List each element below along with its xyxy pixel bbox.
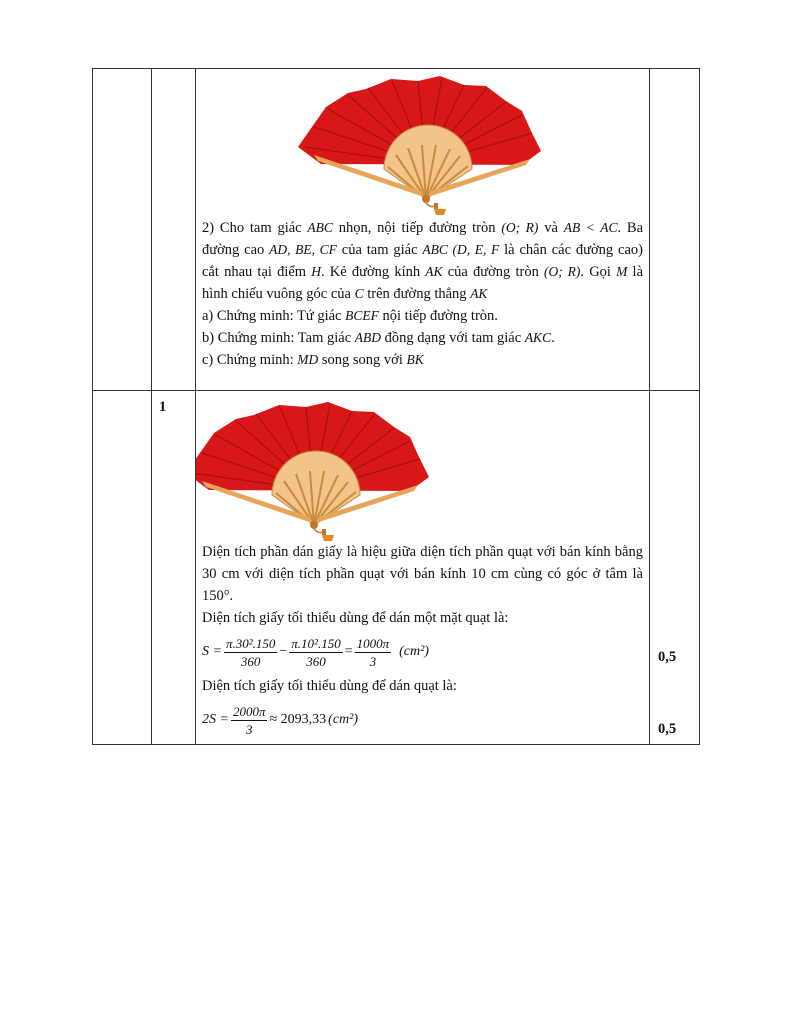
text-run: trên đường thẳng (363, 286, 471, 302)
numerator: 1000π (356, 635, 390, 651)
math-run: AB < AC (563, 220, 618, 235)
score-cell (650, 69, 700, 391)
part-cell (152, 69, 196, 391)
math-run: AKC (524, 330, 552, 345)
text-run: nhọn, nội tiếp đường tròn (332, 220, 502, 236)
text-run: . Kẻ đường kính (321, 264, 426, 280)
question-number-cell (93, 391, 152, 745)
hand-fan-image-bottom (196, 391, 650, 541)
text-run: . Gọi (580, 264, 617, 280)
math-run: 2S = (202, 712, 229, 727)
math-run: BCEF (345, 308, 379, 323)
solution-paragraph: Diện tích phần dán giấy là hiệu giữa diện tích phần quạt với bán kính bằng 30 cm với diện tích phần quạt với bán kính 10 cm cùng có góc ở tâm là 150°. (202, 544, 643, 604)
math-run: (cm²) (399, 644, 429, 659)
denominator: 3 (369, 653, 377, 669)
part-label: 1 (159, 399, 167, 415)
text-run: song song với (318, 352, 407, 368)
math-run: AK (425, 264, 443, 279)
fraction (355, 635, 392, 670)
question-number-cell (93, 69, 152, 391)
text-run: của đường tròn (442, 264, 544, 280)
part-cell (152, 391, 196, 745)
numerator: π.10².150 (291, 635, 341, 651)
table-row (93, 69, 700, 391)
math-run: = (344, 644, 353, 659)
denominator: 360 (306, 653, 326, 669)
math-run: M (616, 264, 628, 279)
fraction (289, 635, 342, 670)
math-run: AK (470, 286, 488, 301)
math-run: C (354, 286, 364, 301)
math-run: ABC (307, 220, 333, 235)
question-b (196, 327, 649, 349)
text-run: đồng dạng với tam giác (381, 330, 525, 346)
denominator: 360 (240, 653, 261, 669)
text-run: của tam giác (336, 242, 423, 258)
text-run: . (551, 330, 555, 346)
content-cell (196, 391, 650, 745)
text-run: và (538, 220, 564, 236)
numerator: π.30².150 (225, 635, 276, 651)
content-cell (196, 69, 650, 391)
fraction (231, 703, 268, 738)
text-run: là hình chiếu vuông góc của (202, 264, 644, 302)
hand-fan-image-top (196, 69, 650, 217)
math-run: MD (297, 352, 319, 367)
text-run: 2) Cho tam giác (202, 220, 308, 236)
math-run: (cm²) (328, 712, 359, 727)
score-value: 0,5 (658, 721, 677, 737)
score-value: 0,5 (658, 649, 677, 665)
math-run: AD, BE, CF (269, 242, 337, 257)
math-run: S = (202, 644, 222, 659)
question-c (196, 349, 649, 371)
math-run: ≈ 2093,33 (269, 712, 327, 727)
formula-area (196, 629, 649, 675)
math-run: ABC (422, 242, 448, 257)
text-run: . Ba đường cao (202, 220, 644, 258)
text-run: a) Chứng minh: Tứ giác (202, 308, 346, 324)
text-run: b) Chứng minh: Tam giác (202, 330, 355, 346)
denominator: 3 (245, 721, 253, 737)
text-run: là chân các đường cao) cắt nhau tại điểm (202, 242, 643, 280)
solution-paragraph: Diện tích giấy tối thiểu dùng để dán một mặt quạt là: (202, 610, 509, 626)
text-run: c) Chứng minh: (202, 352, 298, 368)
question-a (196, 305, 649, 327)
math-run: ABD (354, 330, 382, 345)
math-run: BK (406, 352, 424, 367)
table-row (93, 391, 700, 745)
solution-paragraph: Diện tích giấy tối thiểu dùng để dán quạt là: (202, 678, 457, 694)
question-text (196, 217, 649, 305)
answer-table (92, 68, 700, 745)
math-run: (O; R) (501, 220, 539, 235)
math-run: (O; R) (544, 264, 581, 279)
math-run: H (311, 264, 322, 279)
score-cell (650, 391, 700, 745)
math-run: (D, E, F (447, 242, 500, 257)
formula-total (196, 697, 649, 743)
fraction (224, 635, 277, 670)
numerator: 2000π (232, 703, 266, 719)
math-run: − (279, 644, 288, 659)
text-run: nội tiếp đường tròn. (378, 308, 498, 324)
